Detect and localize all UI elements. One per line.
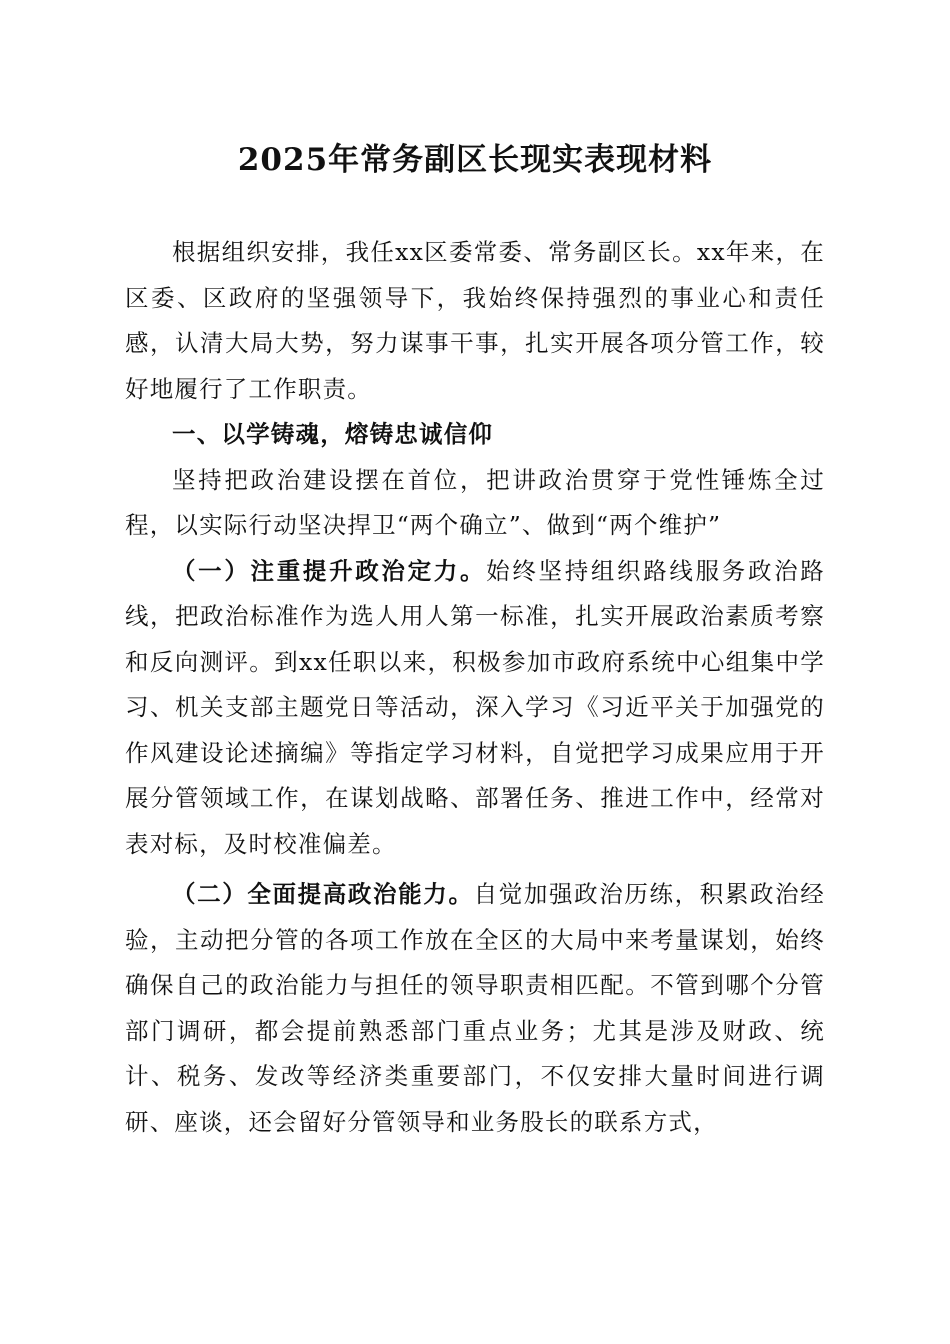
subsection-heading-1: （一）注重提升政治定力。: [172, 556, 487, 585]
document-body: [125, 230, 825, 1145]
subsection-text-2: 自觉加强政治历练，积累政治经验，主动把分管的各项工作放在全区的大局中来考量谋划，始终确保自己的政治能力与担任的领导职责相匹配。不管到哪个分管部门调研，都会提前熟悉部门重点业务；尤其是涉及财政、统计、税务、发改等经济类重要部门，不仅安排大量时间进行调研、座谈，还会留好分管领导和业务股长的联系方式，: [125, 880, 825, 1136]
section-heading: 一、以学铸魂，熔铸忠诚信仰: [172, 420, 494, 448]
document-title: 2025年常务副区长现实表现材料: [237, 142, 713, 178]
intro-paragraph: 根据组织安排，我任xx区委常委、常务副区长。xx年来，在区委、区政府的坚强领导下，我始终保持强烈的事业心和责任感，认清大局大势，努力谋事干事，扎实开展各项分管工作，较好地履行了工作职责。: [125, 238, 825, 403]
section-intro-paragraph: 坚持把政治建设摆在首位，把讲政治贯穿于党性锤炼全过程，以实际行动坚决捍卫“两个确立”、做到“两个维护”: [125, 465, 825, 539]
subsection-paragraph-2: [125, 872, 825, 1145]
subsection-heading-2: （二）全面提高政治能力。: [172, 880, 474, 908]
subsection-text-1: 始终坚持组织路线服务政治路线，把政治标准作为选人用人第一标准，扎实开展政治素质考察和反向测评。到xx任职以来，积极参加市政府系统中心组集中学习、机关支部主题党日等活动，深入学习《习近平关于加强党的作风建设论述摘编》等指定学习材料，自觉把学习成果应用于开展分管领域工作，在谋划战略、部署任务、推进工作中，经常对表对标，及时校准偏差。: [125, 556, 825, 858]
subsection-paragraph-1: [125, 549, 825, 868]
